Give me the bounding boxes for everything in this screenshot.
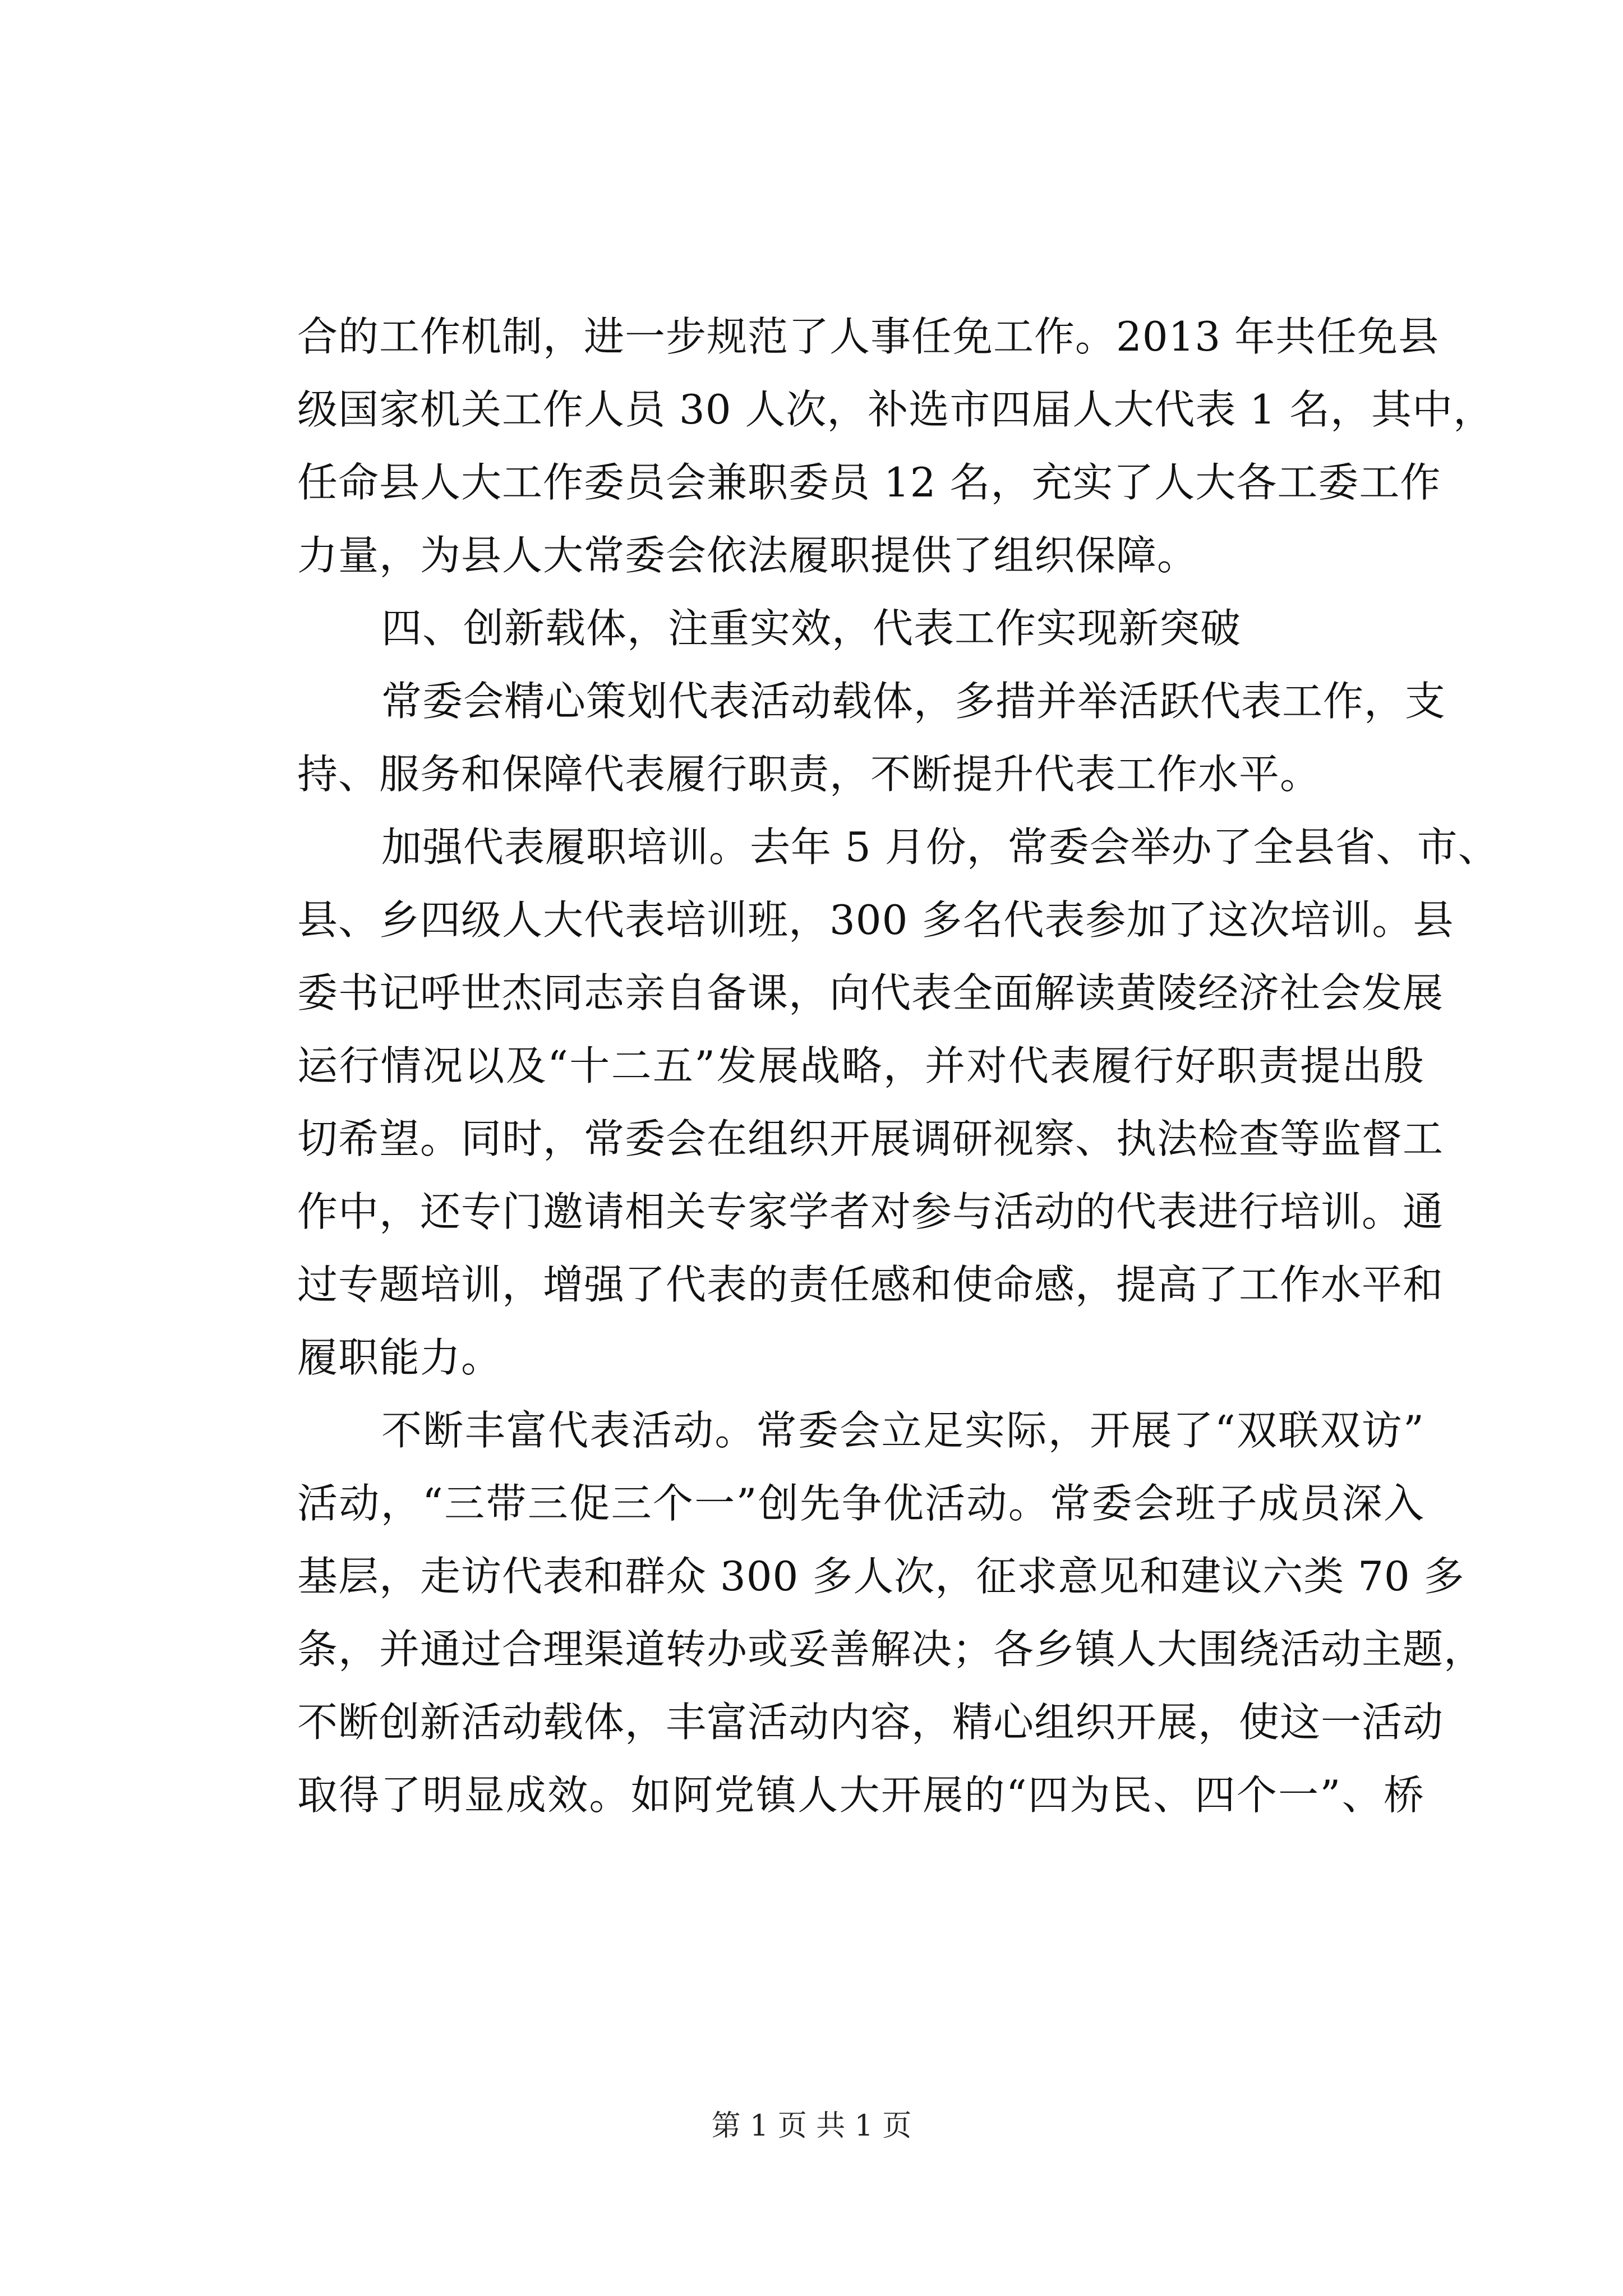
text-line: 持、服务和保障代表履行职责，不断提升代表工作水平。 <box>297 751 1321 798</box>
text-line: 履职能力。 <box>297 1334 502 1381</box>
text-line: 任命县人大工作委员会兼职委员 12 名，充实了人大各工委工作 <box>297 459 1441 506</box>
text-line: 加强代表履职培训。去年 5 月份，常委会举办了全县省、市、 <box>381 823 1499 871</box>
text-line: 力量，为县人大常委会依法履职提供了组织保障。 <box>297 532 1198 579</box>
text-line: 合的工作机制，进一步规范了人事任免工作。2013 年共任免县 <box>297 313 1440 360</box>
text-line: 基层，走访代表和群众 300 多人次，征求意见和建议六类 70 多 <box>297 1553 1465 1600</box>
section-heading: 四、创新载体，注重实效，代表工作实现新突破 <box>381 605 1242 652</box>
text-line: 不断创新活动载体，丰富活动内容，精心组织开展，使这一活动 <box>297 1699 1444 1746</box>
text-line: 活动，“三带三促三个一”创先争优活动。常委会班子成员深入 <box>297 1480 1424 1527</box>
text-line: 运行情况以及“十二五”发展战略，并对代表履行好职责提出殷 <box>297 1042 1424 1089</box>
text-line: 取得了明显成效。如阿党镇人大开展的“四为民、四个一”、桥 <box>297 1772 1424 1819</box>
text-line: 不断丰富代表活动。常委会立足实际，开展了“双联双访” <box>381 1407 1424 1454</box>
page-number-footer: 第 1 页 共 1 页 <box>711 2109 912 2143</box>
text-line: 级国家机关工作人员 30 人次，补选市四届人大代表 1 名，其中， <box>297 386 1494 433</box>
text-line: 常委会精心策划代表活动载体，多措并举活跃代表工作，支 <box>381 678 1446 725</box>
text-line: 县、乡四级人大代表培训班，300 多名代表参加了这次培训。县 <box>297 896 1454 944</box>
text-line: 作中，还专门邀请相关专家学者对参与活动的代表进行培训。通 <box>297 1188 1444 1235</box>
text-line: 条，并通过合理渠道转办或妥善解决；各乡镇人大围绕活动主题， <box>297 1626 1485 1673</box>
text-line: 委书记呼世杰同志亲自备课，向代表全面解读黄陵经济社会发展 <box>297 969 1444 1016</box>
text-line: 切希望。同时，常委会在组织开展调研视察、执法检查等监督工 <box>297 1115 1444 1162</box>
text-line: 过专题培训，增强了代表的责任感和使命感，提高了工作水平和 <box>297 1261 1444 1308</box>
